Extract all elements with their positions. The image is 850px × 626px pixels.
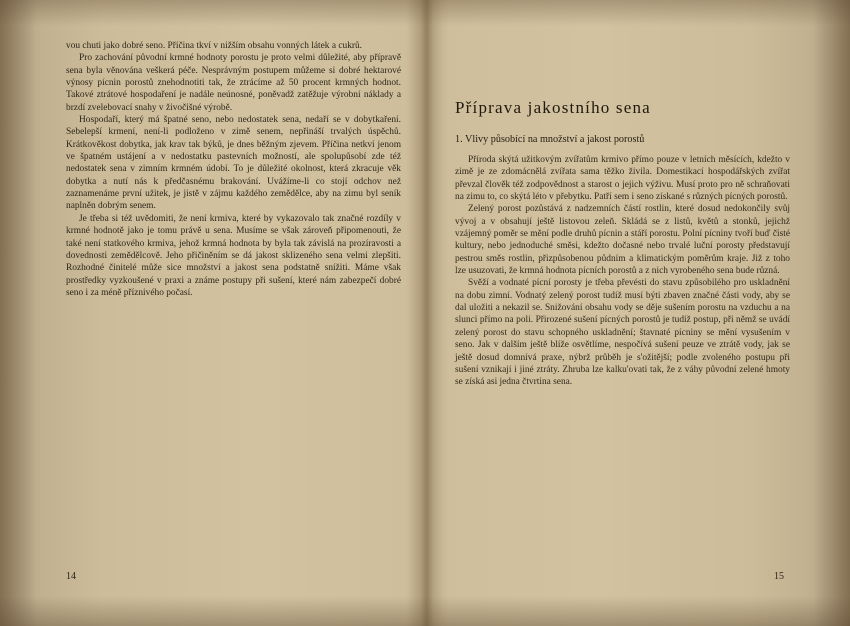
- right-page-text-column: [455, 154, 790, 389]
- left-page-text-column: [66, 40, 401, 299]
- left-edge-shadow: [0, 0, 36, 626]
- left-page: [66, 40, 401, 586]
- right-edge-shadow: [814, 0, 850, 626]
- header-spacer: [455, 40, 790, 98]
- bottom-edge-shadow: [0, 596, 850, 626]
- paragraph: Zelený porost pozůstává z nadzemních částí rostlin, které dosud nedokončily svůj vývoj a v obsahují ještě listovou zeleň. Skládá se z listů, květů a stonků, jejichž vzájemný poměr se mění podle druhů pícnin a stáří porostu. Polní pícniny tvoří buď čisté kultury, nebo jednoduché směsi, kdežto dočasné nebo trvalé luční porosty představují pestrou směs rostlin, přizpůsobenou půdním a klimatickým poměrům kraje. Již z toho lze usuzovati, že krmná hodnota pícních porostů a z nich vyrobeného sena bude různá.: [455, 204, 790, 277]
- section-title: 1. Vlivy působící na množství a jakost porostů: [455, 134, 645, 145]
- page-number-left: 14: [66, 571, 76, 582]
- book-gutter: [405, 0, 449, 626]
- paragraph: Příroda skýtá užitkovým zvířatům krmivo přímo pouze v letních měsících, kdežto v zimě je ze zdomácnělá zvířata sama těžko živila. Domestikací hospodářských zvířat převzal člověk též zodpovědnost a starost o jejich výživu. Musí proto pro ně schraňovati na zimu to, co skýtá léto v přebytku. Patří sem i seno získané s různých pícných porostů.: [455, 155, 790, 203]
- paragraph: vou chuti jako dobré seno. Příčina tkví v nižším obsahu vonných látek a cukrů.: [66, 41, 363, 51]
- right-page: [455, 40, 790, 586]
- page-number-right: 15: [774, 571, 784, 582]
- paragraph: Hospodaří, který má špatné seno, nebo nedostatek sena, nedaří se v dobytkaření. Sebelepší krmení, není-li podloženo v zimě senem, nepřináší trvalých úspěchů. Krátkověkost dobytka, jak krav tak býků, je dnes běžným zjevem. Příčina netkví jenom ve špatném ustájení a v nedostatku pastevních možností, ale spolupůsobí zde též nedostatek sena v zimním krmném údobí. To je důležité okolnost, která zkracuje věk dobytka a nutí nás k předčasnému brakování. Uvážíme-li co stojí odchov než zaznamenáme první užitek, je jistě v zájmu každého zemědělce, aby na zimu byl seník naplněn dobrým senem.: [66, 115, 401, 212]
- chapter-title: Příprava jakostního sena: [455, 98, 651, 117]
- paragraph: Je třeba si též uvědomiti, že není krmiva, které by vykazovalo tak značné rozdíly v krmné hodnotě jako je tomu právě u sena. Musíme se však zároveň připomenouti, že také není statkového krmiva, jehož krmná hodnota by byla tak závislá na prozíravosti a dovednosti zemědělcově. Jeho přičiněním se dá jakost sklizeného sena velmi zlepšiti. Rozhodné činitelé může sice množství a jakost sena podstatně snížiti. Máme však prostředky vyzkoušené v praxi a známe postupy při sušení, které nám zabezpečí dobré seno i za méně příznivého počasí.: [66, 213, 401, 298]
- paragraph: Svěží a vodnaté pícní porosty je třeba převésti do stavu způsobilého pro uskladnění na dobu zimní. Vodnatý zelený porost tudíž musí býti zbaven značné části vody, aby se dal uložiti a nekazil se. Snižování obsahu vody se děje sušením porostu na vzduchu a na slunci přímo na poli. Přirozené sušení pícných porostů je tudíž postup, při němž se uvádí zelený porost do stavu schopného uskladnění; štavnaté pícniny se mění vysušením v seno. Jak v dalším ještě blíže osvětlíme, nespočívá sušení peuze ve ztrátě vody, jak se ještě dosud domnívá praxe, nýbrž průběh je s'ožitější; podle zvoleného postupu při sušení vznikají i jiné ztráty. Zhruba lze kalku'ovati tak, že z váhy původní zelené hmoty se získá asi jedna čtvrtina sena.: [455, 278, 790, 388]
- top-edge-shadow: [0, 0, 850, 26]
- paragraph: Pro zachování původní krmné hodnoty porostu je proto velmi důležité, aby přípravě sena byla věnována veškerá péče. Nesprávným postupem můžeme si dobré hektarové výnosy pícnin porostů znehodnotiti tak, že ztrácíme až 50 procent krmných hodnot. Takové ztrátové hospodaření je nadále neúnosné, poněvadž zatěžuje výrobní náklady a brzdí zvelebovací snahy v živočišné výrobě.: [66, 53, 401, 113]
